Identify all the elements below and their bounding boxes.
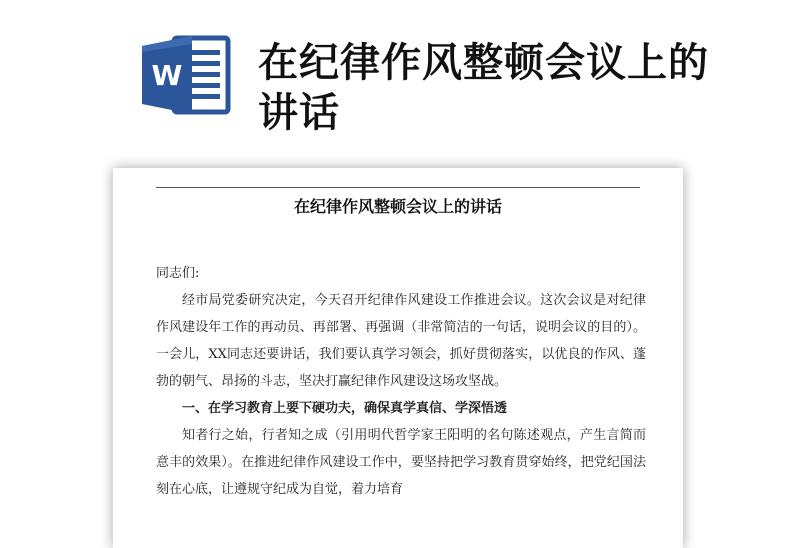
page-title: 在纪律作风整顿会议上的讲话 bbox=[293, 197, 502, 216]
paragraph-2: 知者行之始，行者知之成（引用明代哲学家王阳明的名句陈述观点，产生言简而意丰的效果）。在推进纪律作风建设工作中，要坚持把学习教育贯穿始终，把党纪国法刻在心底，让遵规守纪成为自觉，着力培育 bbox=[156, 428, 646, 497]
paragraph-1: 经市局党委研究决定，今天召开纪律作风建设工作推进会议。这次会议是对纪律作风建设年工作的再动员、再部署、再强调（非常简洁的一句话，说明会议的目的）。一会儿，XX同志还要讲话，我们要认真学习领会，抓好贯彻落实，以优良的作风、蓬勃的朝气、昂扬的斗志，坚决打赢纪律作风建设这场攻坚战。 bbox=[156, 293, 646, 389]
document-page bbox=[113, 168, 683, 548]
header bbox=[0, 0, 800, 160]
document-body bbox=[156, 260, 646, 503]
word-icon bbox=[140, 34, 232, 116]
header-rule bbox=[156, 187, 640, 188]
section-heading-1: 一、在学习教育上要下硬功夫，确保真学真信、学深悟透 bbox=[182, 401, 508, 416]
document-title: 在纪律作风整顿会议上的讲话 bbox=[258, 40, 709, 136]
salutation: 同志们: bbox=[156, 266, 200, 281]
word-icon-letter: W bbox=[151, 59, 183, 92]
